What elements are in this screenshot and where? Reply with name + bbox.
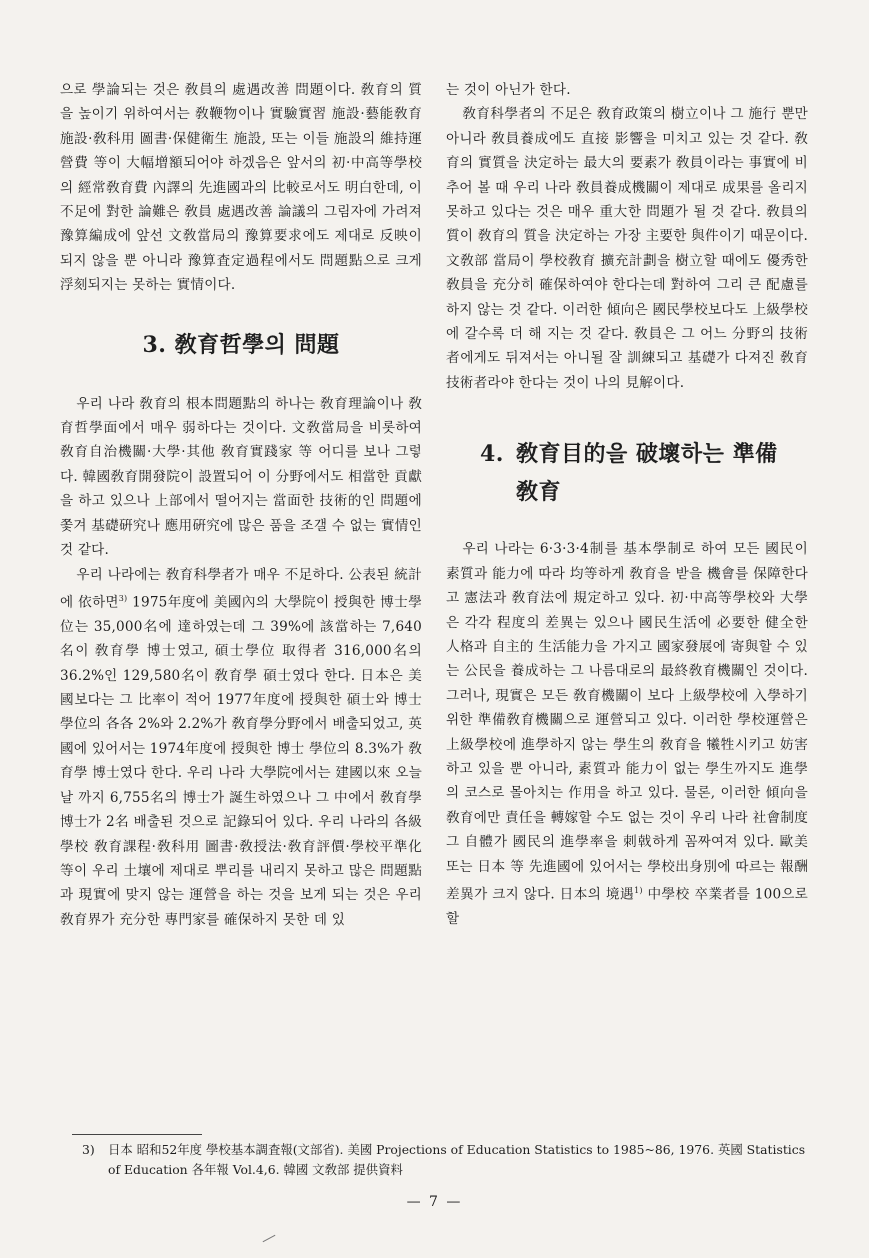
left-column [60, 78, 422, 932]
right-paragraph-2: 敎育科學者의 不足은 敎育政策의 樹立이나 그 施行 뿐만 아니라 敎員養成에도 直接 影響을 미치고 있는 것 같다. 敎育의 實質을 決定하는 最大의 要素가 敎員이라는 事實에 비추어 볼 때 우리 나라 敎員養成機關이 제대로 成果를 올리지 못하고 있다는 것은 매우 重大한 問題가 될 것 같다. 敎員의 質이 敎育의 質을 決定하는 가장 主要한 與件이기 때문이다. 文敎部 當局이 學校敎育 擴充計劃을 樹立할 때에도 優秀한 敎員을 充分히 確保하여야 한다는데 對하여 그리 큰 配慮를 하지 않는 것 같다. 이러한 傾向은 國民學校보다도 上級學校에 갈수록 더 해 지는 것 같다. 敎員은 그 어느 分野의 技術者에게도 뒤져서는 아니될 잘 訓練되고 基礎가 다져진 敎育技術者라야 한다는 것이 나의 見解이다. [446, 106, 808, 391]
right-paragraph-3-text-a: 우리 나라는 6·3·3·4制를 基本學制로 하여 모든 國民이 素質과 能力에 따라 均等하게 敎育을 받을 機會를 保障한다고 憲法과 敎育法에 規定하고 있다. 初·中高等學校와 大學은 각각 程度의 差異는 있으나 國民生活에 必要한 健全한 人格과 自主的 生活能力을 가지고 國家發展에 寄與할 수 있는 公民을 養成하는 그 나름대로의 最終敎育機關인 것이다. 그러나, 現實은 모든 敎育機關이 보다 上級學校에 入學하기 위한 準備敎育機關으로 運營되고 있다. 이러한 學校運營은 上級學校에 進學하지 않는 學生의 敎育을 犧牲시키고 妨害하고 있을 뿐 아니라, 素質과 能力이 없는 學生까지도 進學의 코스로 몰아치는 作用을 하고 있다. 물론, 이러한 傾向을 敎育에만 責任을 轉嫁할 수도 없는 것이 우리 나라 社會制度 그 自體가 國民의 進學率을 刺戟하게 꼼짜여져 있다. 歐美 또는 日本 等 先進國에 있어서는 學校出身別에 따르는 報酬差異가 크지 않다. 日本의 境遇 [446, 541, 808, 903]
right-paragraph-3 [446, 537, 808, 931]
left-paragraph-1: 으로 學論되는 것은 敎員의 處遇改善 問題이다. 敎育의 質을 높이기 위하여서는 敎鞭物이나 實驗實習 施設·藝能敎育 施設·敎科用 圖書·保健衛生 施設, 또는 이들 施設의 維持運營費 等이 大幅增額되어야 하겠음은 앞서의 初·中高等學校의 經常敎育費 內譯의 先進國과의 比較로서도 明白한데, 이 不足에 對한 論難은 敎員 處遇改善 論議의 그림자에 가려져 豫算編成에 앞선 文敎當局의 豫算要求에도 제대로 反映이 되지 않을 뿐 아니라 豫算査定過程에서도 問題點으로 크게 浮刻되지는 못하는 實情이다. [60, 82, 422, 294]
section-heading-4-line-1: 敎育目的을 破壞하는 準備 [516, 441, 778, 468]
section-heading-3: 3. 敎育哲學의 問題 [142, 331, 340, 358]
left-paragraph-3-text-a: 우리 나라에는 敎育科學者가 매우 不足하다. 公表된 統計에 依하면 [60, 566, 422, 611]
scan-mark [263, 1235, 276, 1242]
right-column [446, 78, 808, 931]
footnote-text: 日本 昭和52年度 學校基本調査報(文部省). 美國 Projections of Education Statistics to 1985~86, 1976. 英國 Statistics of Education 各年報 Vol.4,6. 韓國 文敎部 提供資料 [108, 1142, 806, 1177]
left-paragraph-3 [60, 563, 422, 933]
footnote-reference-3: 3) [118, 593, 128, 603]
section-heading-4 [480, 435, 808, 511]
section-heading-4-line-2: 敎育 [516, 479, 562, 506]
footnote-reference-1: 1) [634, 885, 643, 895]
right-paragraph-1: 는 것이 아닌가 한다. [446, 82, 571, 98]
footnote [82, 1140, 816, 1180]
left-paragraph-3-text-b: 1975年度에 美國內의 大學院이 授與한 博士學位는 35,000名에 達하였는데 그 39%에 該當하는 7,640名이 敎育學 博士였고, 碩士學位 取得者 316,000名의 36.2%인 129,580名이 敎育學 碩士였다 한다. 日本은 美國보다는 그 比率이 적어 1977年度에 授與한 碩士와 博士 學位의 各各 2%와 2.2%가 敎育學分野에서 배출되었고, 英國에 있어서는 1974年度에 授與한 博士 學位의 8.3%가 敎育學 博士였다 한다. 우리 나라 大學院에서는 建國以來 오늘날 까지 6,755名의 博士가 誕生하였으나 그 中에서 敎育學 博士가 2名 배출된 것으로 記錄되어 있다. 우리 나라의 各級學校 敎育課程·敎科用 圖書·敎授法·敎育評價·學校平準化 等이 우리 土壤에 제대로 뿌리를 내리지 못하고 많은 問題點과 現實에 맞지 않는 運營을 하는 것을 보게 되는 것은 우리 敎育界가 充分한 專門家를 確保하지 못한 데 있 [60, 594, 422, 928]
right-paragraph-3-text-b: 中學校 卒業者를 100으로 할 [446, 886, 808, 927]
footnote-divider [72, 1134, 202, 1135]
left-paragraph-2: 우리 나라 敎育의 根本問題點의 하나는 敎育理論이나 敎育哲學面에서 매우 弱하다는 것이다. 文敎當局을 비롯하여 敎育自治機關·大學·其他 敎育實踐家 等 어디를 보나 그렇다. 韓國敎育開發院이 設置되어 이 分野에서도 相當한 貢獻을 하고 있으나 上部에서 떨어지는 當面한 技術的인 問題에 쫓겨 基礎硏究나 應用硏究에 많은 품을 조갤 수 없는 實情인 것 같다. [60, 395, 422, 559]
page-number: — 7 — [406, 1194, 463, 1210]
footnote-number: 3) [82, 1142, 95, 1157]
section-heading-4-number: 4. [480, 441, 504, 468]
